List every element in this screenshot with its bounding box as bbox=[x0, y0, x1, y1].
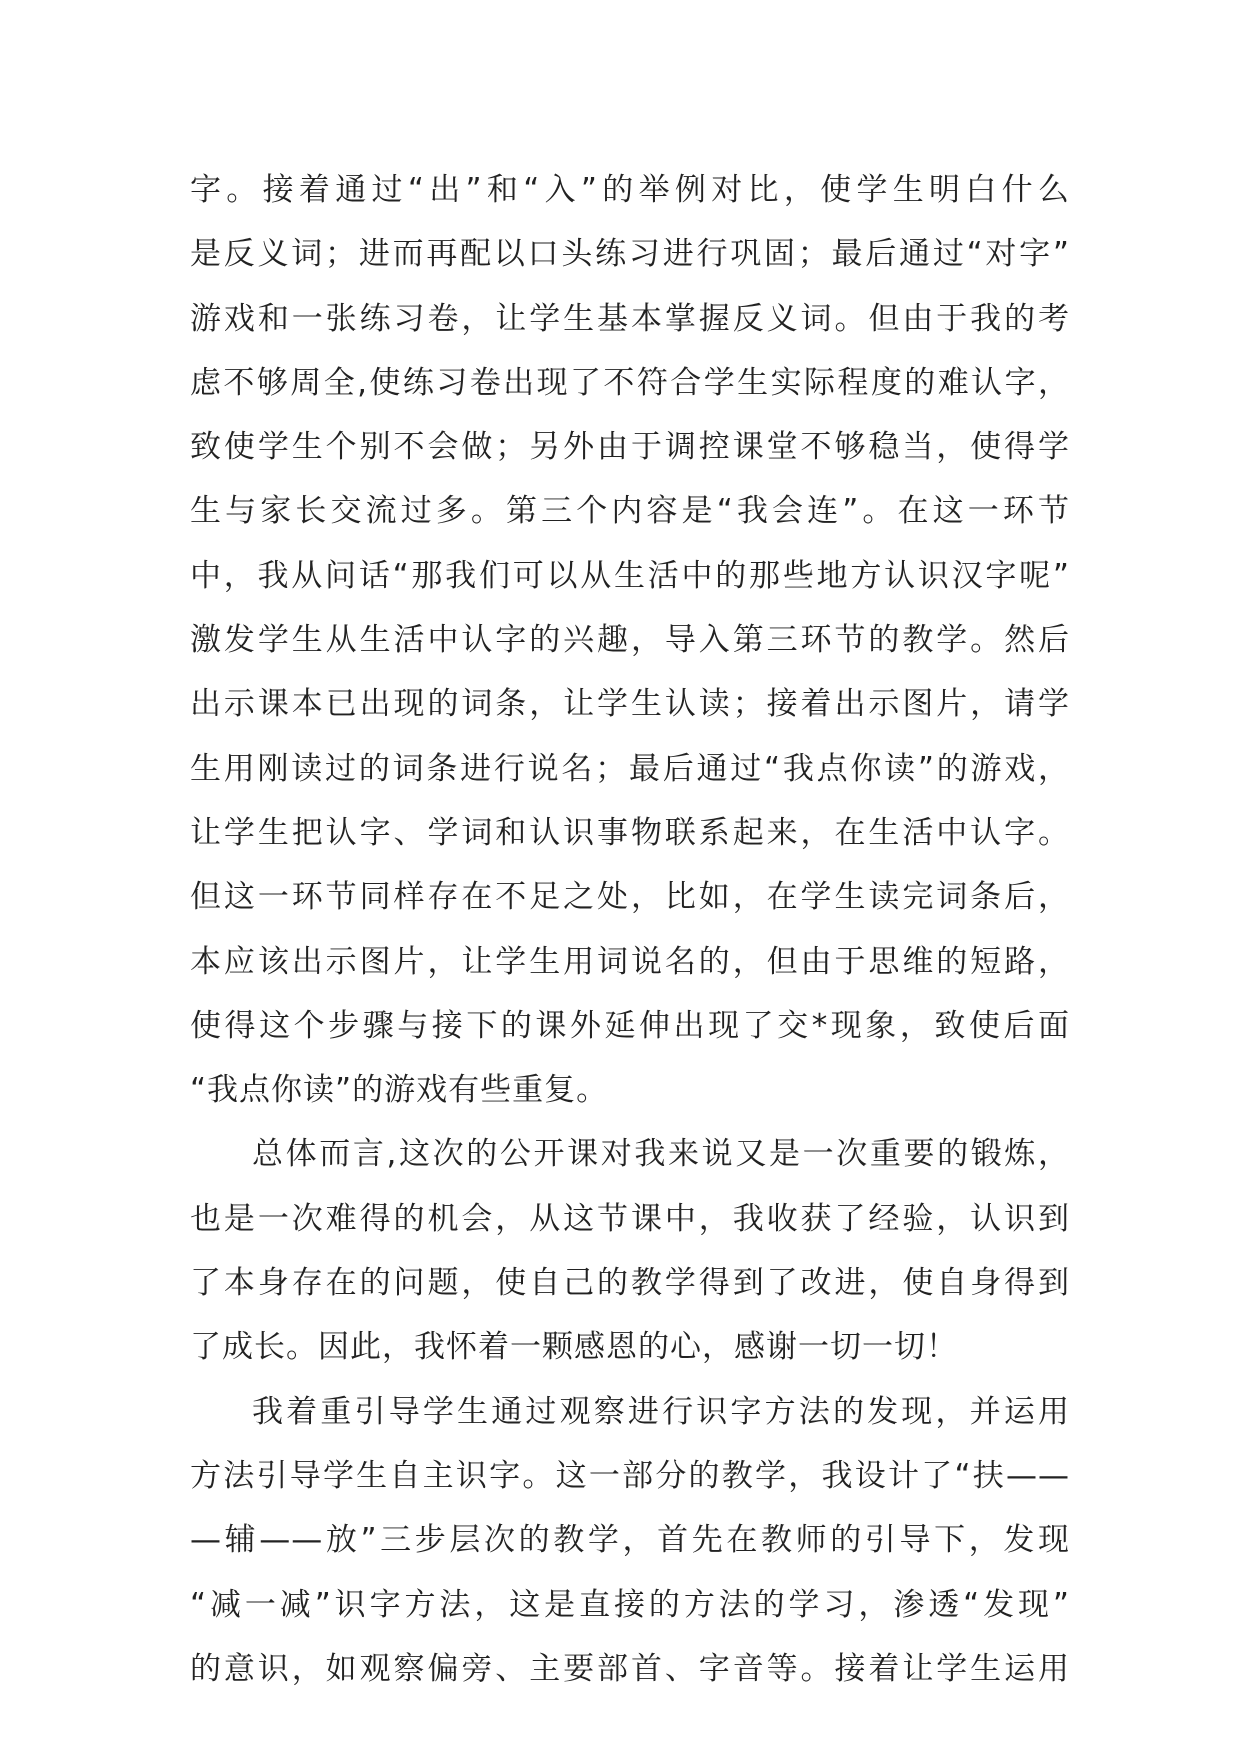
text-line: “我点你读”的游戏有些重复。 bbox=[190, 1072, 609, 1109]
text-line: 游戏和一张练习卷，让学生基本掌握反义词。但由于我的考 bbox=[190, 300, 1070, 337]
text-line: 也是一次难得的机会，从这节课中，我收获了经验，认识到 bbox=[190, 1200, 1070, 1237]
text-line: 生与家长交流过多。第三个内容是“我会连”。在这一环节 bbox=[190, 493, 1070, 530]
text-line: 了成长。因此，我怀着一颗感恩的心，感谢一切一切！ bbox=[190, 1329, 958, 1366]
paragraph-first-line: 我着重引导学生通过观察进行识字方法的发现，并运用 bbox=[252, 1393, 1070, 1430]
text-line: 让学生把认字、学词和认识事物联系起来，在生活中认字。 bbox=[190, 814, 1070, 851]
text-line: 字。接着通过“出”和“入”的举例对比，使学生明白什么 bbox=[190, 172, 1070, 208]
text-line: 的意识，如观察偏旁、主要部首、字音等。接着让学生运用 bbox=[190, 1650, 1070, 1687]
text-line: 中，我从问话“那我们可以从生活中的那些地方认识汉字呢” bbox=[190, 557, 1070, 594]
text-line: —辅——放”三步层次的教学，首先在教师的引导下，发现 bbox=[190, 1522, 1070, 1559]
text-line: 激发学生从生活中认字的兴趣，导入第三环节的教学。然后 bbox=[190, 622, 1070, 659]
document-body bbox=[190, 158, 1070, 1701]
text-line: 但这一环节同样存在不足之处，比如，在学生读完词条后， bbox=[190, 879, 1070, 916]
text-line: 方法引导学生自主识字。这一部分的教学，我设计了“扶—— bbox=[190, 1457, 1070, 1494]
paragraph-first-line: 总体而言,这次的公开课对我来说又是一次重要的锻炼， bbox=[252, 1136, 1070, 1173]
text-line: “减一减”识字方法，这是直接的方法的学习，渗透“发现” bbox=[190, 1586, 1070, 1623]
text-line: 致使学生个别不会做；另外由于调控课堂不够稳当，使得学 bbox=[190, 429, 1070, 466]
text-line: 出示课本已出现的词条，让学生认读；接着出示图片，请学 bbox=[190, 686, 1070, 723]
text-line: 了本身存在的问题，使自己的教学得到了改进，使自身得到 bbox=[190, 1265, 1070, 1302]
text-line: 是反义词；进而再配以口头练习进行巩固；最后通过“对字” bbox=[190, 236, 1070, 273]
text-line: 本应该出示图片，让学生用词说名的，但由于思维的短路， bbox=[190, 943, 1070, 980]
text-line: 生用刚读过的词条进行说名；最后通过“我点你读”的游戏， bbox=[190, 750, 1070, 787]
text-line: 使得这个步骤与接下的课外延伸出现了交*现象，致使后面 bbox=[190, 1007, 1070, 1044]
text-line: 虑不够周全,使练习卷出现了不符合学生实际程度的难认字， bbox=[190, 364, 1070, 401]
